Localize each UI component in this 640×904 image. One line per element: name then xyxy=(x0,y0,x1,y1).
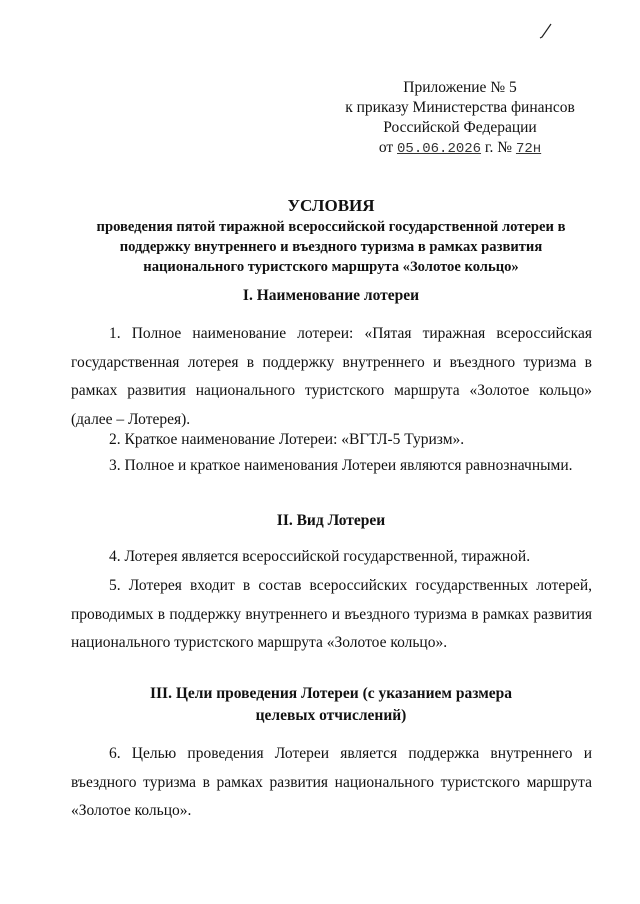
order-number: 72н xyxy=(515,141,542,157)
number-label: г. № xyxy=(484,139,513,156)
paragraph-5: 5. Лотерея входит в состав всероссийских государственных лотерей, проводимых в поддержку внутреннего и въездного туризма в рамках развития национального туристского маршрута «Золотое кольцо». xyxy=(71,577,592,652)
paragraph-4: 4. Лотерея является всероссийской государственной, тиражной. xyxy=(109,548,531,565)
handwritten-mark xyxy=(538,22,554,40)
appendix-order-ref: к приказу Министерства финансов xyxy=(345,99,575,116)
appendix-block xyxy=(330,78,590,159)
appendix-title: Приложение № 5 xyxy=(403,79,517,96)
document-title xyxy=(40,195,622,277)
appendix-ministry: Российской Федерации xyxy=(383,119,537,136)
section-3-heading-line-2: целевых отчислений) xyxy=(255,707,407,724)
title-line-3: национального туристского маршрута «Золотое кольцо» xyxy=(143,259,519,275)
paragraph-1: 1. Полное наименование лотереи: «Пятая тиражная всероссийская государственная лотерея в поддержку внутреннего и въездного туризма в рамках развития национального туристского маршрута «Золотое кольцо» (далее – Лотерея). xyxy=(71,325,592,429)
paragraph-3: 3. Полное и краткое наименования Лотереи являются равнозначными. xyxy=(109,457,573,474)
from-label: от xyxy=(378,139,394,156)
paragraph-6: 6. Целью проведения Лотереи является поддержка внутреннего и въездного туризма в рамках развития национального туристского маршрута «Золотое кольцо». xyxy=(71,745,592,820)
section-3-heading-line-1: III. Цели проведения Лотереи (с указанием размера xyxy=(149,685,513,702)
title-line-2: поддержку внутреннего и въездного туризма в рамках развития xyxy=(119,239,543,255)
section-1-heading: I. Наименование лотереи xyxy=(242,287,420,304)
order-date: 05.06.2026 xyxy=(397,141,482,157)
paragraph-2: 2. Краткое наименование Лотереи: «ВГТЛ-5 Туризм». xyxy=(109,431,465,448)
section-3-heading xyxy=(40,683,622,727)
appendix-date-line xyxy=(330,138,590,159)
title-line-1: проведения пятой тиражной всероссийской государственной лотереи в xyxy=(96,219,566,235)
title-main: УСЛОВИЯ xyxy=(287,196,375,215)
section-2-heading: II. Вид Лотереи xyxy=(276,512,386,529)
